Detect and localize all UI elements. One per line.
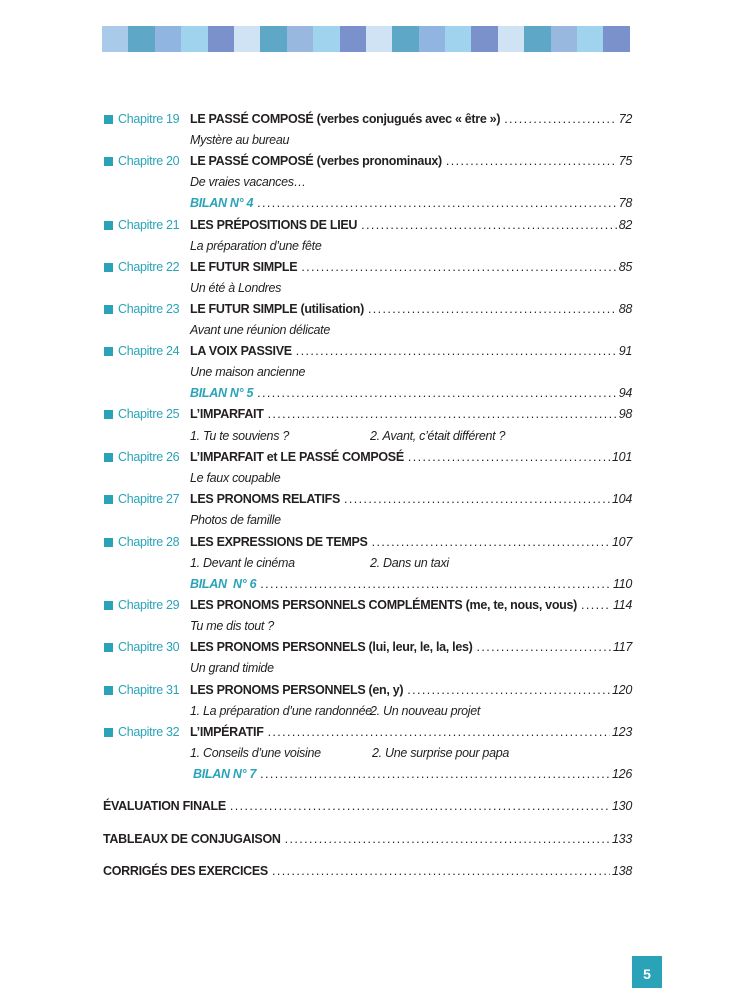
dot-leader [344,489,610,510]
dot-leader [446,151,617,172]
chapter-title: LE FUTUR SIMPLE [190,260,298,274]
page-number: 78 [618,196,632,210]
band-swatch [102,26,128,52]
chapter-label: Chapitre 26 [118,450,180,464]
chapter-subtitle: 1. La préparation d’une randonnée 2. Un nouveau projet [190,701,372,722]
band-swatch [366,26,392,52]
chapter-label: Chapitre 22 [118,260,180,274]
band-swatch [471,26,497,52]
chapter-title: LES PRÉPOSITIONS DE LIEU [190,218,358,232]
page-number: 114 [612,598,632,612]
chapter-title: L’IMPARFAIT et LE PASSÉ COMPOSÉ [190,450,404,464]
dot-leader [257,193,617,214]
square-bullet-icon [104,305,113,314]
band-swatch [128,26,154,52]
page-number: 88 [618,302,632,316]
dot-leader [408,447,610,468]
page-number: 101 [612,450,632,464]
toc-entry-evaluation-finale[interactable] [0,796,736,817]
band-swatch [603,26,629,52]
band-swatch [419,26,445,52]
band-swatch [392,26,418,52]
dot-leader [504,109,617,130]
page-number: 72 [618,112,632,126]
page-number: 104 [612,492,632,506]
square-bullet-icon [104,495,113,504]
chapter-subtitle: La préparation d’une fête [190,239,322,253]
toc-entry-chapter-19[interactable] [0,109,736,130]
page-number: 94 [618,386,632,400]
band-swatch [313,26,339,52]
chapter-subtitle: Un été à Londres [190,281,282,295]
dot-leader [296,341,617,362]
toc-entry-chapter-31[interactable] [0,680,736,701]
chapter-subtitle: Le faux coupable [190,471,281,485]
dot-leader [301,257,616,278]
chapter-label: Chapitre 23 [118,302,180,316]
section-title: CORRIGÉS DES EXERCICES [103,864,268,878]
toc-entry-bilan-4[interactable] [0,193,736,214]
band-swatch [234,26,260,52]
dot-leader [260,764,610,785]
chapter-subtitle: Mystère au bureau [190,133,290,147]
chapter-subtitle: Un grand timide [190,661,274,675]
page-number: 120 [612,683,632,697]
page-number: 133 [612,832,632,846]
band-swatch [498,26,524,52]
page-number: 107 [612,535,632,549]
page-number: 98 [618,407,632,421]
band-swatch [551,26,577,52]
chapter-title: LES PRONOMS PERSONNELS (lui, leur, le, la, les) [190,640,473,654]
band-swatch [181,26,207,52]
chapter-title: LE PASSÉ COMPOSÉ (verbes conjugués avec « être ») [190,112,501,126]
toc-entry-corriges-des-exercices[interactable] [0,861,736,882]
toc-entry-chapter-26[interactable] [0,447,736,468]
chapter-title: L’IMPARFAIT [190,407,264,421]
page-number: 138 [612,864,632,878]
dot-leader [368,299,617,320]
chapter-label: Chapitre 27 [118,492,180,506]
band-swatch [260,26,286,52]
dot-leader [230,796,610,817]
bilan-title: BILAN N° 4 [190,196,254,210]
page-number: 117 [612,640,632,654]
page-number: 85 [618,260,632,274]
toc-entry-chapter-24[interactable] [0,341,736,362]
dot-leader [581,595,611,616]
chapter-title: LES PRONOMS RELATIFS [190,492,341,506]
chapter-subtitle: Avant une réunion délicate [190,323,330,337]
square-bullet-icon [104,221,113,230]
chapter-label: Chapitre 28 [118,535,180,549]
band-swatch [208,26,234,52]
chapter-subtitle-2: 2. Dans un taxi [370,556,449,570]
band-swatch [340,26,366,52]
band-swatch [287,26,313,52]
page-number: 75 [618,154,632,168]
square-bullet-icon [104,410,113,419]
section-title: TABLEAUX DE CONJUGAISON [103,832,281,846]
chapter-label: Chapitre 29 [118,598,180,612]
dot-leader [361,215,617,236]
page-number: 130 [612,799,632,813]
bilan-title: BILAN N° 7 [193,767,257,781]
square-bullet-icon [104,538,113,547]
dot-leader [268,722,610,743]
dot-leader [272,861,610,882]
chapter-label: Chapitre 20 [118,154,180,168]
chapter-label: Chapitre 32 [118,725,180,739]
toc-entry-chapter-27[interactable] [0,489,736,510]
chapter-label: Chapitre 25 [118,407,180,421]
page-number: 82 [618,218,632,232]
square-bullet-icon [104,157,113,166]
toc-entry-chapter-28[interactable] [0,532,736,553]
band-swatch [445,26,471,52]
toc-entry-chapter-30[interactable] [0,637,736,658]
page-number: 126 [612,767,632,781]
dot-leader [257,383,617,404]
page-number: 123 [612,725,632,739]
toc-entry-chapter-25[interactable] [0,404,736,425]
chapter-title: LE PASSÉ COMPOSÉ (verbes pronominaux) [190,154,442,168]
chapter-label: Chapitre 19 [118,112,180,126]
square-bullet-icon [104,453,113,462]
dot-leader [285,829,610,850]
chapter-subtitle: Une maison ancienne [190,365,306,379]
dot-leader [407,680,610,701]
toc-entry-chapter-22[interactable] [0,257,736,278]
square-bullet-icon [104,728,113,737]
chapter-title: LES EXPRESSIONS DE TEMPS [190,535,368,549]
dot-leader [268,404,617,425]
bilan-title: BILAN N° 6 [190,577,257,591]
toc-entry-bilan-7[interactable] [0,764,736,785]
chapter-subtitle-2: 2. Une surprise pour papa [372,746,510,760]
dot-leader [477,637,611,658]
dot-leader [372,532,610,553]
page-number: 110 [612,577,632,591]
section-title: ÉVALUATION FINALE [103,799,226,813]
chapter-subtitle-2: 2. Avant, c’était différent ? [370,429,506,443]
chapter-title: LES PRONOMS PERSONNELS COMPLÉMENTS (me, te, nous, vous) [190,598,578,612]
toc-entry-tableaux-de-conjugaison[interactable] [0,829,736,850]
chapter-label: Chapitre 31 [118,683,180,697]
chapter-subtitle: De vraies vacances… [190,175,306,189]
dot-leader [260,574,611,595]
square-bullet-icon [104,643,113,652]
decorative-color-band [102,26,630,52]
square-bullet-icon [104,347,113,356]
toc-entry-bilan-6[interactable] [0,574,736,595]
chapter-title: LA VOIX PASSIVE [190,344,292,358]
square-bullet-icon [104,601,113,610]
chapter-subtitle: Photos de famille [190,513,281,527]
square-bullet-icon [104,686,113,695]
chapter-subtitle: 1. Devant le cinéma 2. Dans un taxi [190,553,295,574]
chapter-subtitle-2: 2. Un nouveau projet [370,704,481,718]
chapter-title: LE FUTUR SIMPLE (utilisation) [190,302,364,316]
toc-entry-chapter-21[interactable] [0,215,736,236]
page-number-badge: 5 [632,956,662,988]
chapter-subtitle: 1. Tu te souviens ? 2. Avant, c’était différent ? [190,426,289,447]
band-swatch [577,26,603,52]
chapter-subtitle: 1. Conseils d’une voisine 2. Une surprise pour papa [190,743,321,764]
square-bullet-icon [104,115,113,124]
band-swatch [524,26,550,52]
chapter-label: Chapitre 21 [118,218,180,232]
chapter-label: Chapitre 30 [118,640,180,654]
toc-entry-chapter-29[interactable] [0,595,736,616]
page-number: 91 [618,344,632,358]
band-swatch [155,26,181,52]
bilan-title: BILAN N° 5 [190,386,254,400]
chapter-label: Chapitre 24 [118,344,180,358]
toc-entry-chapter-23[interactable] [0,299,736,320]
chapter-subtitle: Tu me dis tout ? [190,619,274,633]
chapter-title: LES PRONOMS PERSONNELS (en, y) [190,683,404,697]
toc-entry-bilan-5[interactable] [0,383,736,404]
chapter-title: L’IMPÉRATIF [190,725,264,739]
toc-entry-chapter-20[interactable] [0,151,736,172]
toc-entry-chapter-32[interactable] [0,722,736,743]
square-bullet-icon [104,263,113,272]
